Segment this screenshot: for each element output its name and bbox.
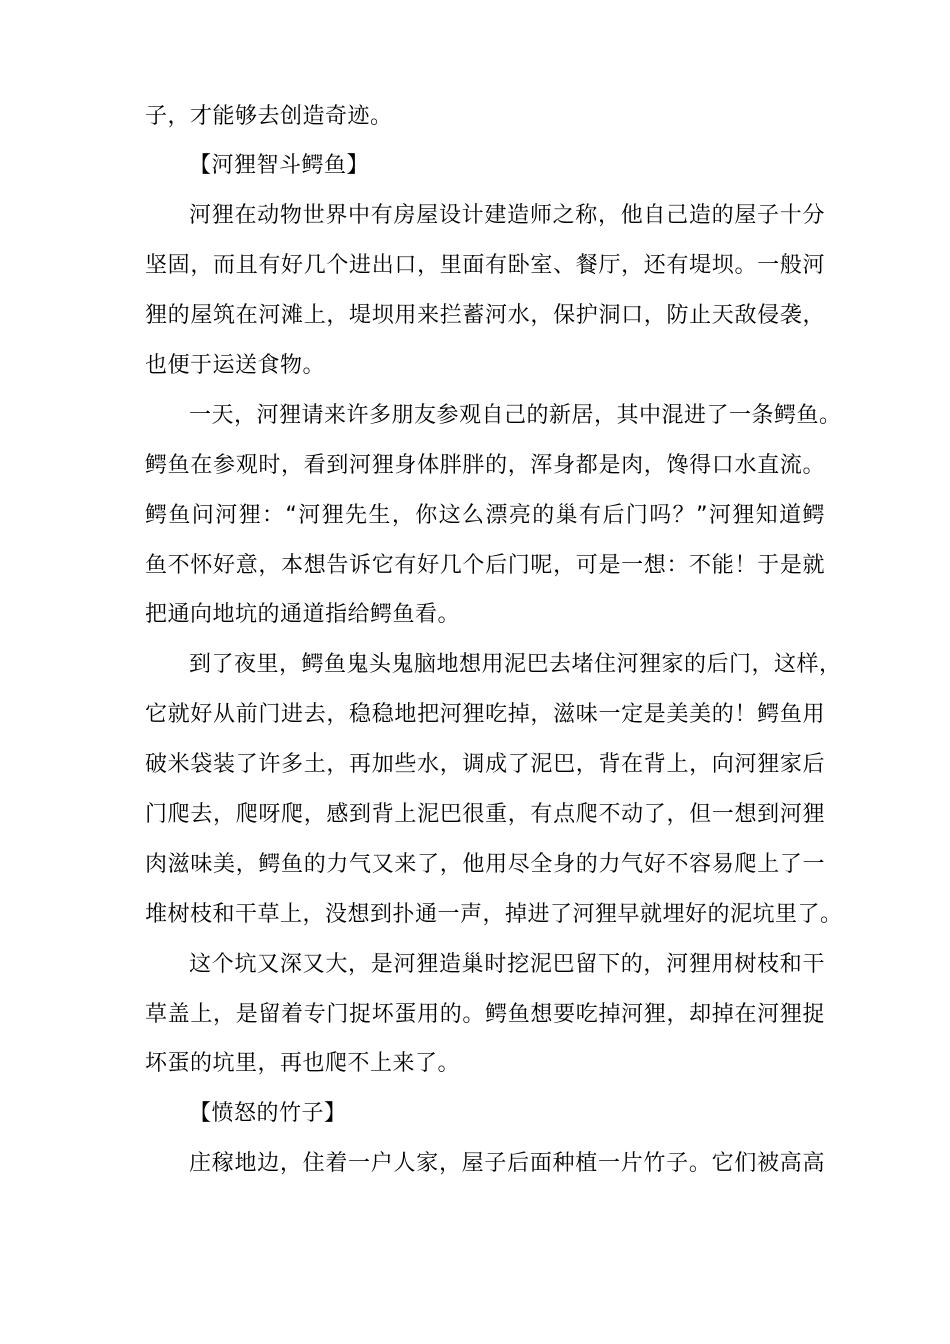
text-line: 堆树枝和干草上，没想到扑通一声，掉进了河狸早就埋好的泥坑里了。 <box>145 902 843 927</box>
text-line: 坏蛋的坑里，再也爬不上来了。 <box>145 1051 461 1076</box>
text-line: 庄稼地边，住着一户人家，屋子后面种植一片竹子。它们被高高 <box>189 1151 825 1176</box>
text-line: 到了夜里，鳄鱼鬼头鬼脑地想用泥巴去堵住河狸家的后门，这样， <box>189 652 842 677</box>
text-line: 子，才能够去创造奇迹。 <box>145 104 393 129</box>
text-line: 门爬去，爬呀爬，感到背上泥巴很重，有点爬不动了，但一想到河狸 <box>145 802 825 827</box>
section-heading: 【愤怒的竹子】 <box>189 1101 347 1126</box>
text-line: 它就好从前门进去，稳稳地把河狸吃掉，滋味一定是美美的！鳄鱼用 <box>145 702 825 727</box>
text-line: 破米袋装了许多土，再加些水，调成了泥巴，背在背上，向河狸家后 <box>145 752 825 777</box>
text-line: 这个坑又深又大，是河狸造巢时挖泥巴留下的，河狸用树枝和干 <box>189 952 825 977</box>
text-line: 鳄鱼问河狸：“河狸先生，你这么漂亮的巢有后门吗？”河狸知道鳄 <box>145 503 825 528</box>
text-line: 鳄鱼在参观时，看到河狸身体胖胖的，浑身都是肉，馋得口水直流。 <box>145 453 825 478</box>
text-line: 河狸在动物世界中有房屋设计建造师之称，他自己造的屋子十分 <box>189 203 825 228</box>
text-line: 草盖上，是留着专门捉坏蛋用的。鳄鱼想要吃掉河狸，却掉在河狸捉 <box>145 1002 825 1027</box>
text-line: 坚固，而且有好几个进出口，里面有卧室、餐厅，还有堤坝。一般河 <box>145 253 825 278</box>
text-line: 狸的屋筑在河滩上，堤坝用来拦蓄河水，保护洞口，防止天敌侵袭， <box>145 303 825 328</box>
section-heading: 【河狸智斗鳄鱼】 <box>189 153 370 178</box>
text-line: 肉滋味美，鳄鱼的力气又来了，他用尽全身的力气好不容易爬上了一 <box>145 852 825 877</box>
text-line: 一天，河狸请来许多朋友参观自己的新居，其中混进了一条鳄鱼。 <box>189 403 842 428</box>
text-line: 鱼不怀好意，本想告诉它有好几个后门呢，可是一想：不能！于是就 <box>145 553 825 578</box>
text-line: 把通向地坑的通道指给鳄鱼看。 <box>145 602 461 627</box>
text-line: 也便于运送食物。 <box>145 353 326 378</box>
